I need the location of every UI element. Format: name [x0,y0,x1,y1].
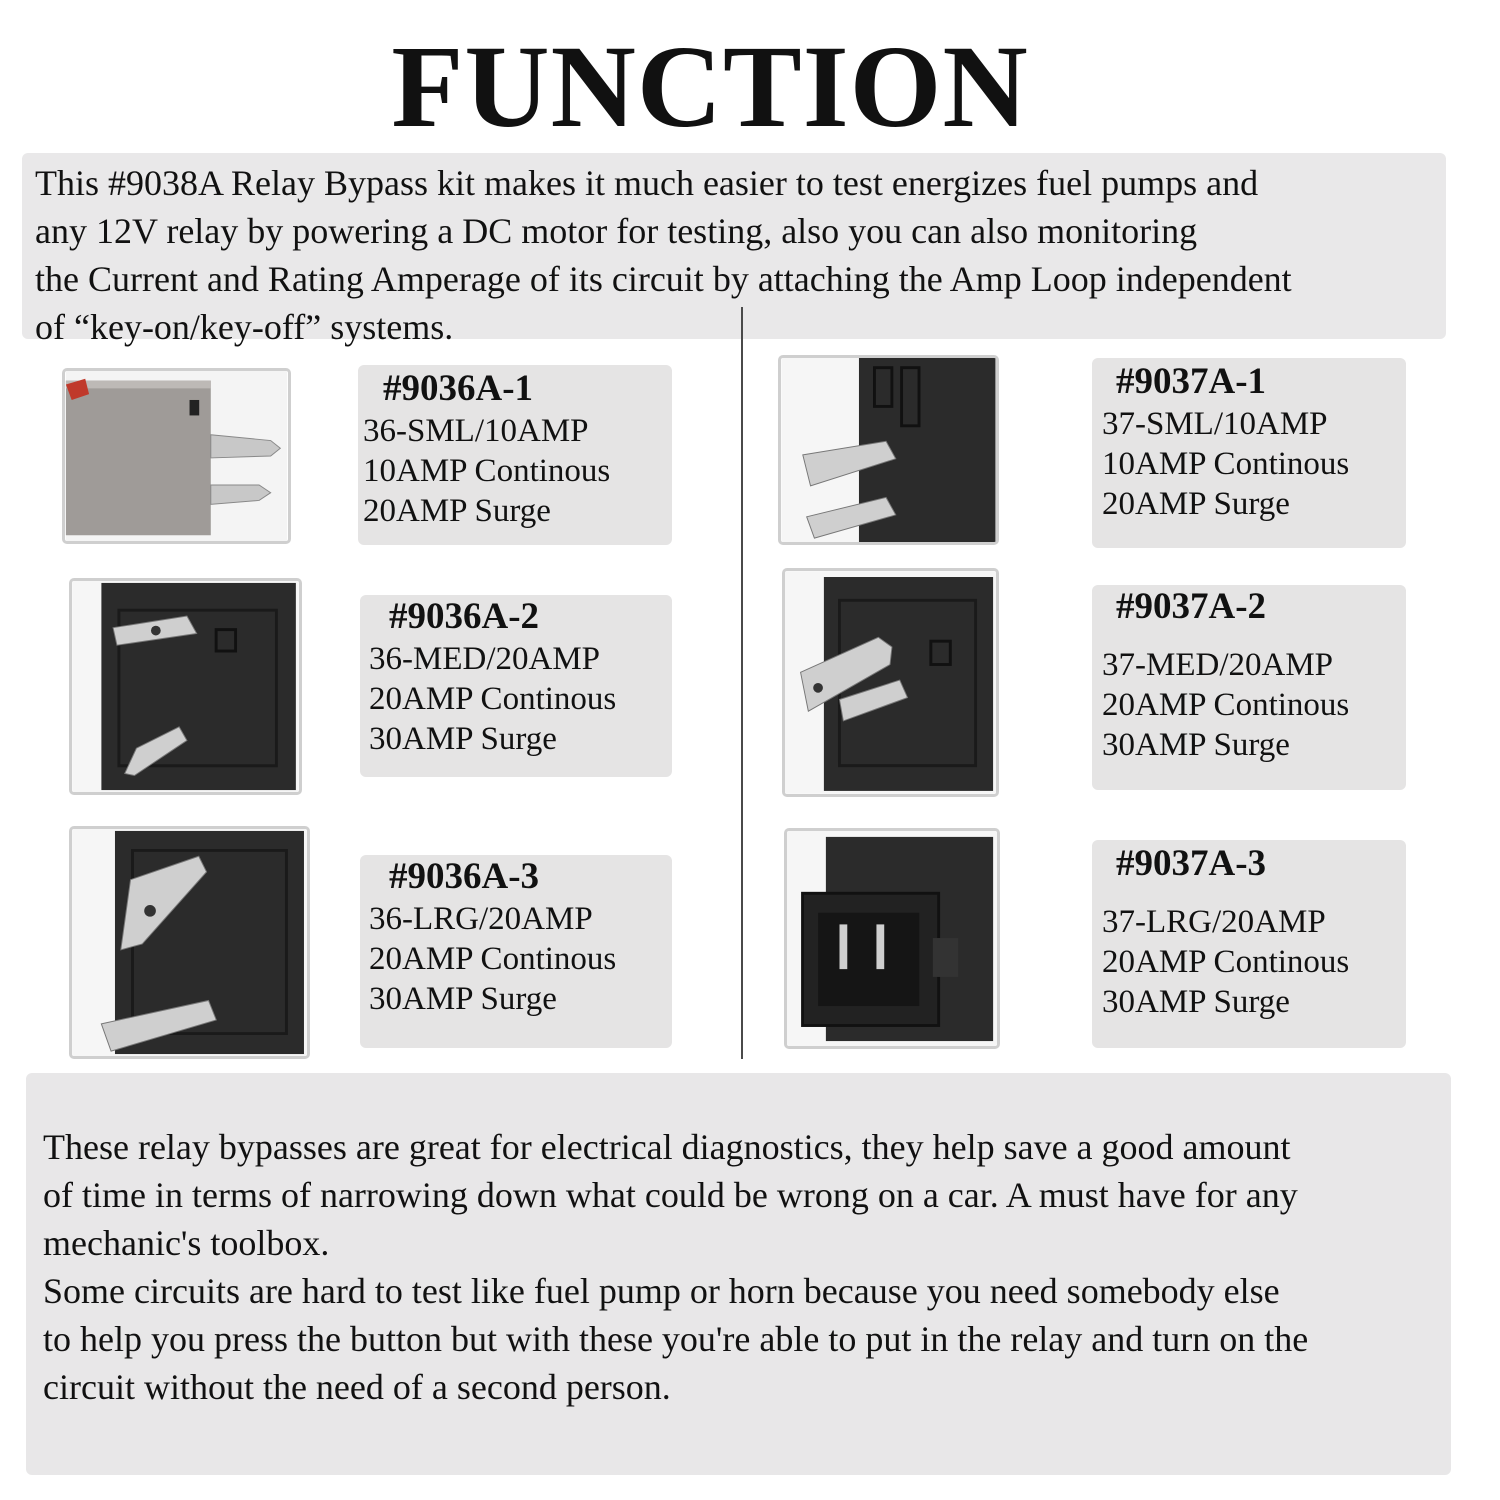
product-surge: 20AMP Surge [363,493,551,529]
intro-panel [22,153,1446,347]
black-relay-image [785,571,996,794]
black-relay-image [72,829,307,1056]
column-divider [741,307,743,1059]
product-id: #9036A-2 [389,596,540,637]
product-id: #9037A-3 [1116,843,1267,884]
relay-photo-9036a-3 [69,826,310,1059]
spec-card-9037a-1 [1092,358,1406,548]
product-continuous: 20AMP Continous [1102,687,1350,723]
product-continuous: 10AMP Continous [1102,446,1350,482]
footer-panel [26,1073,1451,1475]
spec-card-9036a-2 [360,595,672,777]
gray-relay-image [65,371,288,541]
spec-card-9037a-3 [1092,840,1406,1048]
spec-card-9036a-1 [358,365,672,545]
relay-photo-9036a-1 [62,368,291,544]
product-size: 36-MED/20AMP [369,641,601,677]
footer-line: of time in terms of narrowing down what could be wrong on a car. A must have for any [43,1175,1298,1215]
relay-photo-9037a-3 [784,828,1000,1049]
footer-line: Some circuits are hard to test like fuel pump or horn because you need somebody else [43,1271,1280,1311]
footer-line: mechanic's toolbox. [43,1223,330,1263]
relay-photo-9036a-2 [69,578,302,795]
product-continuous: 20AMP Continous [369,941,617,977]
product-id: #9037A-1 [1116,361,1267,402]
product-size: 37-LRG/20AMP [1102,904,1326,940]
page-title: FUNCTION [391,21,1029,152]
product-surge: 30AMP Surge [369,721,557,757]
product-surge: 30AMP Surge [1102,727,1290,763]
intro-line: of “key-on/key-off” systems. [35,307,454,347]
product-continuous: 20AMP Continous [369,681,617,717]
product-size: 37-MED/20AMP [1102,647,1334,683]
intro-line: the Current and Rating Amperage of its circuit by attaching the Amp Loop independent [35,259,1292,299]
black-relay-image [781,358,996,542]
footer-line: circuit without the need of a second person. [43,1367,671,1407]
spec-card-9037a-2 [1092,585,1406,790]
product-size: 36-LRG/20AMP [369,901,593,937]
spec-card-9036a-3 [360,855,672,1048]
footer-line: to help you press the button but with these you're able to put in the relay and turn on the [43,1319,1309,1359]
relay-photo-9037a-1 [778,355,999,545]
product-surge: 30AMP Surge [1102,984,1290,1020]
product-continuous: 20AMP Continous [1102,944,1350,980]
black-relay-image [72,581,299,792]
black-relay-socket-image [787,831,997,1046]
product-size: 37-SML/10AMP [1102,406,1328,442]
footer-line: These relay bypasses are great for electrical diagnostics, they help save a good amount [43,1127,1291,1167]
product-surge: 30AMP Surge [369,981,557,1017]
product-id: #9036A-3 [389,856,540,897]
relay-photo-9037a-2 [782,568,999,797]
product-id: #9036A-1 [383,368,534,409]
product-surge: 20AMP Surge [1102,486,1290,522]
intro-line: any 12V relay by powering a DC motor for testing, also you can also monitoring [35,211,1198,251]
product-id: #9037A-2 [1116,586,1267,627]
product-size: 36-SML/10AMP [363,413,589,449]
product-continuous: 10AMP Continous [363,453,611,489]
intro-line: This #9038A Relay Bypass kit makes it much easier to test energizes fuel pumps and [35,163,1259,203]
